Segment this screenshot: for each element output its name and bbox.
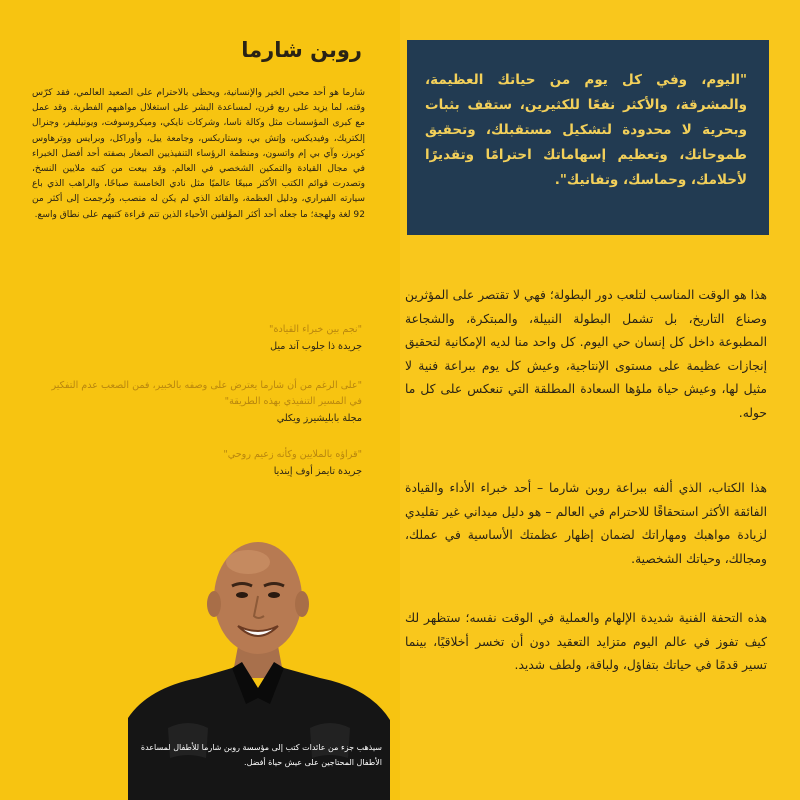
quote-text: "اليوم، وفي كل يوم من حياتك العظيمة، والمشرقة، والأكثر نفعًا للكثيرين، ستقف بثبات وبحرية لا محدودة لتشكيل مستقبلك، وتحقيق طموحاتك، وتعظيم إسهاماتك احترامًا وتقديرًا لأحلامك، وحماسك، وتفانيك". xyxy=(425,72,747,188)
praise-quote: "قراؤه بالملايين وكأنه زعيم روحي" xyxy=(223,449,362,460)
author-bio: شارما هو أحد محبي الخير والإنسانية، ويحظى بالاحترام على الصعيد العالمي، فقد كرّس وقته، لما يزيد على ربع قرن، لمساعدة البشر على استغلال مواهبهم الفطرية. وقد عمل مع كبرى المؤسسات مثل وكالة ناسا، وشركات نايكي، وميكروسوفت، ويونيليفر، وجنرال إلكتريك، وفيديكس، وإتش بي، وستاربكس، وجامعة ييل، وأوراكل، وبرايس ووترهاوس كوبرز، وآي بي إم واتسون، ومنظمة الرؤساء التنفيذيين الصغار بصفته أحد أفضل الخبراء في مجال القيادة والتمكين الشخصي في العالم. وقد بيعت من كتبه ملايين النسخ، وتصدرت قوائم الكتب الأكثر مبيعًا عالميًا مثل نادي الخامسة صباحًا، والراهب الذي باع سيارته الفيراري، ودليل العظمة، والقائد الذي لم يكن له منصب، وتُرجمت إلى أكثر من 92 لغة ولهجة؛ ما جعله أحد أكثر المؤلفين الأحياء الذين تتم قراءة كتبهم على نطاق واسع. xyxy=(32,88,365,220)
praise-source: جريدة تايمز أوف إينديا xyxy=(273,466,362,477)
praise-source: جريدة ذا جلوب آند ميل xyxy=(270,341,362,352)
author-name: روبن شارما xyxy=(241,38,362,62)
praise-item xyxy=(40,322,362,355)
body-paragraph-1: هذا هو الوقت المناسب لتلعب دور البطولة؛ فهي لا تقتصر على المؤثرين وصناع التاريخ، بل تشمل البطولة النبيلة، والمبتكرة، والشجاعة المطبوعة داخل كل إنسان حي اليوم. كل واحد منا لديه الإمكانية لتحقيق إنجازات عظيمة على مستوى الإنتاجية، وعيش كل يوم ببراعة فنية لا مثيل لها، وعيش حياة ملؤها السعادة المطلقة التي تنعكس على كل ما حوله. xyxy=(405,288,767,420)
quote-box xyxy=(407,40,769,235)
praise-item xyxy=(40,447,362,480)
praise-quote: "نجم بين خبراء القيادة" xyxy=(269,324,362,335)
praise-item xyxy=(40,378,362,427)
praise-quote: "على الرغم من أن شارما يعترض على وصفه بالخبير، فمن الصعب عدم التفكير في المسير التنفيذي بهذه الطريقة" xyxy=(51,380,362,407)
praise-source: مجلة بابليشيرز ويكلي xyxy=(276,413,362,424)
body-paragraph-2: هذا الكتاب، الذي ألفه ببراعة روبن شارما – أحد خبراء الأداء والقيادة الفائقة الأكثر استحقاقًا للاحترام في العالم – هو دليل ميداني غير تقليدي لزيادة مواهبك ومهاراتك لضمان إظهار عظمتك الأساسية في عملك، ومجالك، وحياتك الشخصية. xyxy=(405,481,767,566)
portrait-caption: سيذهب جزء من عائدات كتب إلى مؤسسة روبن شارما للأطفال لمساعدة الأطفال المحتاجين على عيش حياة أفضل. xyxy=(140,743,382,767)
body-paragraph-3: هذه التحفة الفنية شديدة الإلهام والعملية في الوقت نفسه؛ ستظهر لك كيف تفوز في عالم اليوم متزايد التعقيد دون أن تخسر أخلاقيًا، بينما تسير قدمًا في حياتك بتفاؤل، ولباقة، ولطف شديد. xyxy=(405,611,767,672)
